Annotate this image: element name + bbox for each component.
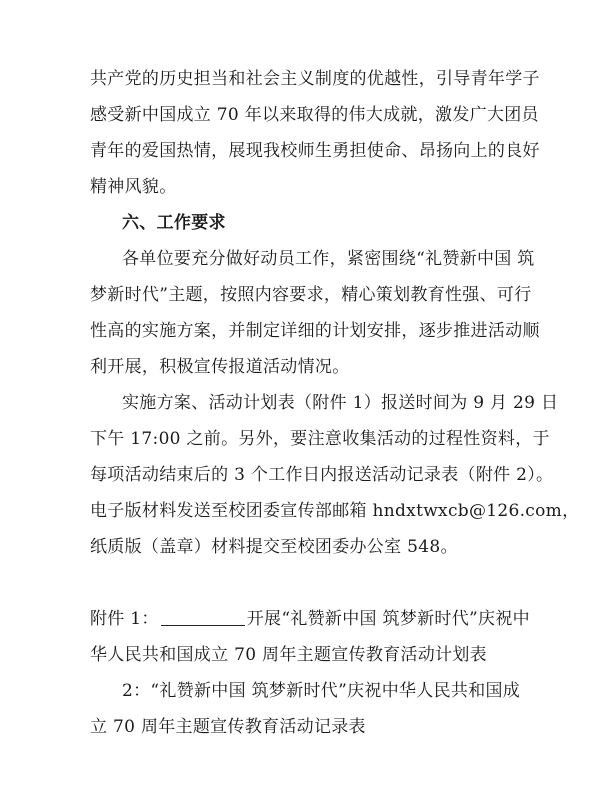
submission-line-4: 电子版材料发送至校团委宣传部邮箱 hndxtwxcb@126.com，	[90, 501, 580, 521]
requirements-line-1: 各单位要充分做好动员工作，紧密围绕“礼赞新中国 筑	[122, 249, 535, 269]
requirements-line-2: 梦新时代”主题，按照内容要求，精心策划教育性强、可行	[90, 285, 532, 305]
section-heading: 六、工作要求	[122, 213, 226, 233]
attachment-1-prefix: 附件 1：	[90, 609, 159, 629]
fill-in-blank	[161, 609, 245, 626]
attachment-2-line-2: 立 70 周年主题宣传教育活动记录表	[90, 717, 366, 737]
submission-line-3: 每项活动结束后的 3 个工作日内报送活动记录表（附件 2）。	[90, 465, 554, 485]
intro-line-4: 精神风貌。	[90, 177, 177, 197]
requirements-line-4: 利开展，积极宣传报道活动情况。	[90, 357, 350, 377]
intro-line-3: 青年的爱国热情，展现我校师生勇担使命、昂扬向上的良好	[90, 141, 540, 161]
submission-line-1: 实施方案、活动计划表（附件 1）报送时间为 9 月 29 日	[122, 393, 559, 413]
intro-line-2: 感受新中国成立 70 年以来取得的伟大成就，激发广大团员	[90, 105, 539, 125]
submission-line-2: 下午 17:00 之前。另外，要注意收集活动的过程性资料，于	[90, 429, 550, 449]
submission-line-5: 纸质版（盖章）材料提交至校团委办公室 548。	[90, 537, 458, 557]
attachment-1-line-1	[90, 608, 530, 630]
intro-line-1: 共产党的历史担当和社会主义制度的优越性，引导青年学子	[90, 69, 540, 89]
attachment-1-title: 开展“礼赞新中国 筑梦新时代”庆祝中	[246, 609, 530, 629]
attachment-1-line-2: 华人民共和国成立 70 周年主题宣传教育活动计划表	[90, 645, 487, 665]
requirements-line-3: 性高的实施方案，并制定详细的计划安排，逐步推进活动顺	[90, 321, 540, 341]
attachment-2-line-1: 2：“礼赞新中国 筑梦新时代”庆祝中华人民共和国成	[122, 681, 521, 701]
